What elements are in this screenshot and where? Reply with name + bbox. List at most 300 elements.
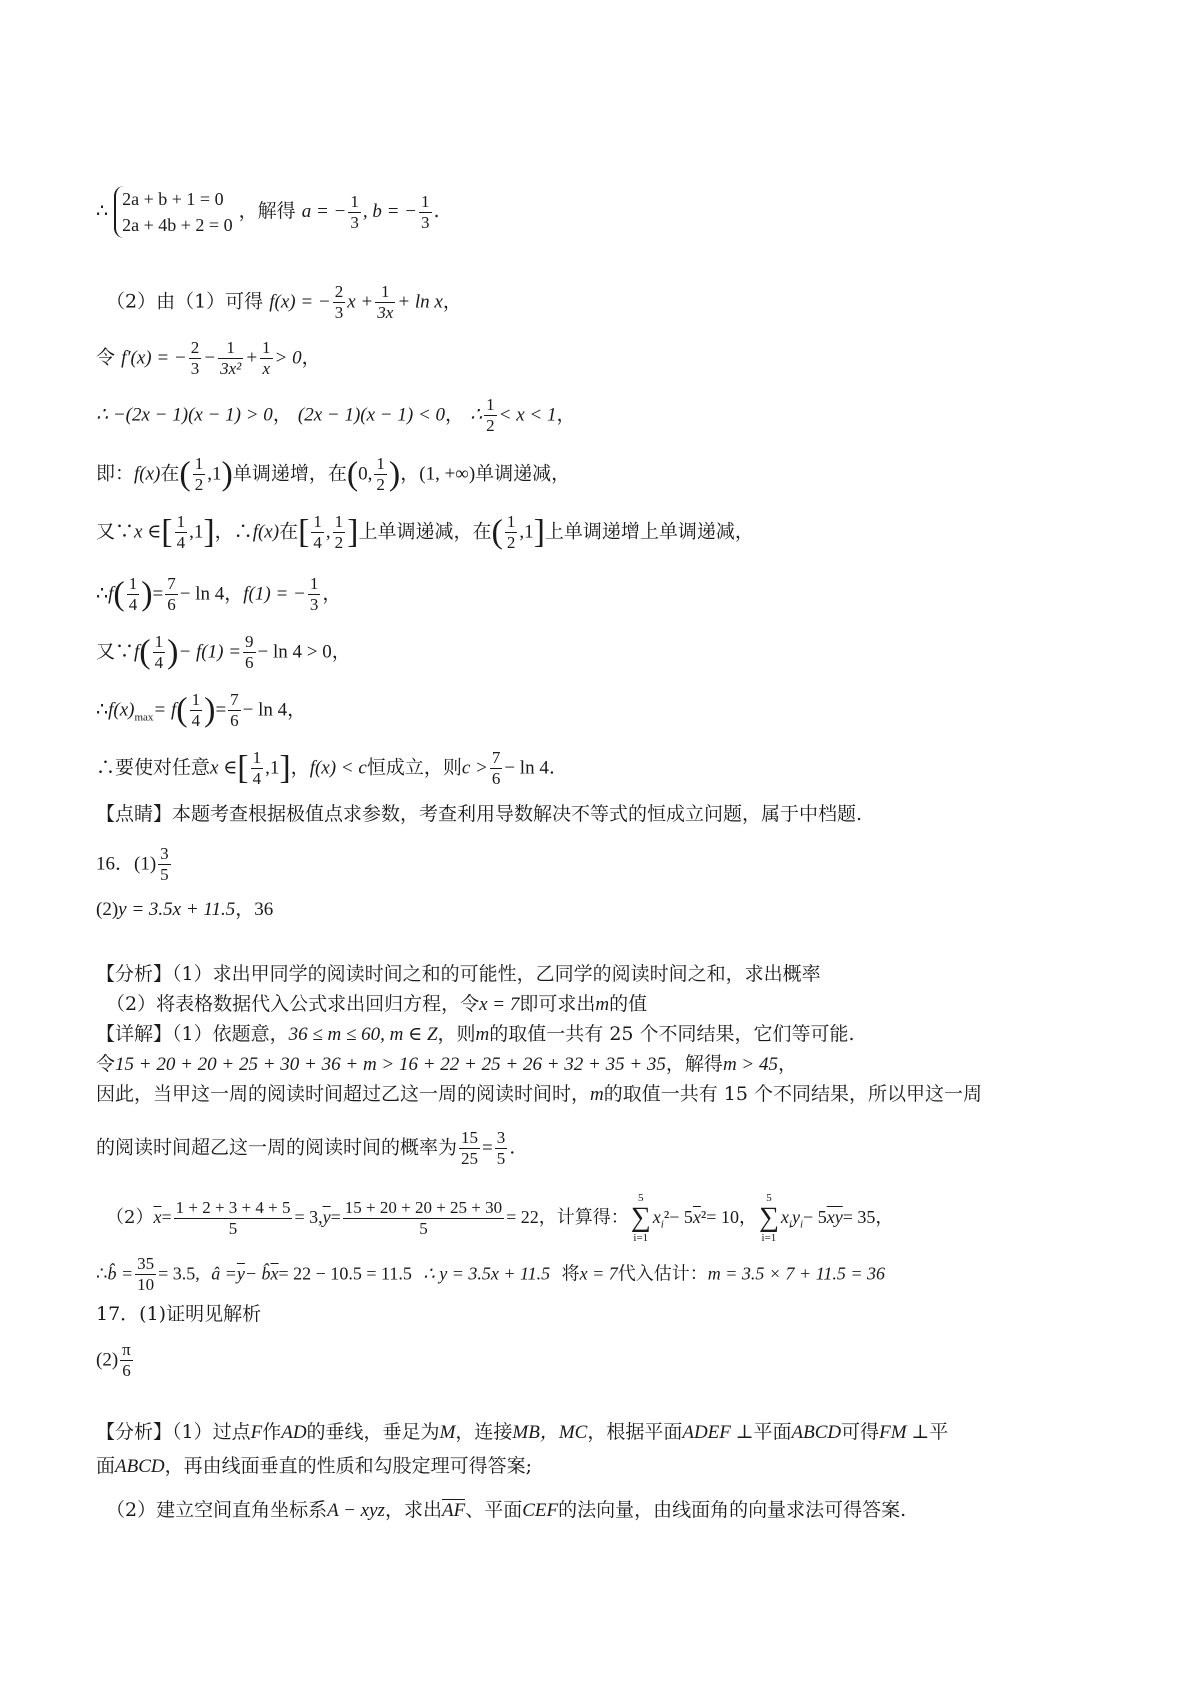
denominator: 3 [334, 303, 344, 322]
text: 在 [160, 462, 180, 485]
answer-17-part2 [96, 1340, 135, 1381]
upper-limit: 5 [638, 1192, 644, 1204]
text: ， [290, 756, 310, 779]
math: $\overline{x}$ [153, 1207, 162, 1227]
numerator: 1 [252, 748, 262, 767]
numerator: 1 [506, 512, 516, 531]
paren: [ [237, 749, 249, 787]
summation-symbol [759, 1192, 779, 1244]
denominator: 6 [245, 653, 254, 672]
fraction [260, 338, 273, 379]
math: + [245, 347, 259, 369]
denominator: 3 [309, 595, 319, 614]
paren: ( [491, 513, 503, 551]
sigma: ∑ [630, 1202, 651, 1233]
detail-line-means [106, 1192, 893, 1244]
numerator: 1 [375, 282, 395, 303]
fraction [484, 395, 497, 436]
math: FM ⊥ [879, 1422, 930, 1443]
denominator: 5 [419, 1218, 428, 1238]
math: = [215, 699, 227, 721]
denominator: 4 [154, 653, 164, 672]
math: = f [153, 699, 177, 721]
solution-line [96, 454, 570, 495]
text: ， [272, 403, 292, 426]
numerator: 2 [334, 282, 344, 301]
denominator: 5 [496, 1149, 506, 1168]
fraction [190, 690, 203, 731]
math: = 3.5, [158, 1263, 200, 1284]
math: = 22 − 10.5 = 11.5 [278, 1263, 412, 1284]
denominator: 6 [230, 711, 239, 730]
text: ，连接 [455, 1421, 513, 1443]
math: â = [211, 1263, 237, 1284]
text: ∴ [96, 582, 109, 605]
math: m [475, 1024, 490, 1045]
text: ， [400, 462, 420, 485]
math: (2x − 1)(x − 1) < 0 [297, 404, 446, 426]
text: 因此，当甲这一周的阅读时间超过乙这一周的阅读时间时， [96, 1083, 591, 1105]
text: ， [442, 290, 462, 313]
fraction [135, 1254, 156, 1295]
text: 面 [96, 1455, 116, 1477]
paren: ( [139, 633, 151, 671]
math: f(x) [252, 521, 280, 543]
math: b̂ = [107, 1263, 134, 1284]
math: ,1 [207, 463, 222, 485]
text: （2）建立空间直角坐标系 [106, 1499, 328, 1521]
math: m [595, 994, 610, 1015]
text: ， [287, 698, 307, 721]
fraction [374, 454, 387, 495]
solution-line [96, 632, 351, 673]
fraction [193, 454, 206, 495]
summation-symbol [631, 1192, 651, 1244]
analysis-line [96, 1418, 948, 1447]
denominator: 3x [377, 303, 394, 322]
denominator: 4 [176, 533, 186, 552]
math: A − xyz [327, 1500, 385, 1521]
math: M [439, 1422, 456, 1443]
denominator: x [262, 359, 271, 378]
subscript: i [788, 1218, 792, 1231]
text: ，36 [235, 899, 274, 920]
denominator: 2 [334, 533, 344, 552]
numerator: 1 [334, 512, 344, 531]
math: $\overline{y}$ [236, 1263, 245, 1284]
math: , b = − [362, 201, 418, 222]
numerator: 3 [160, 844, 169, 863]
text: 16．(1) [96, 853, 157, 875]
text: 令 [96, 346, 116, 369]
lower-limit: i=1 [761, 1232, 777, 1244]
fraction [189, 338, 202, 379]
fraction [375, 282, 395, 323]
analysis-line [96, 1452, 532, 1481]
fraction [251, 748, 264, 789]
math: f [134, 641, 140, 663]
numerator: π [122, 1340, 131, 1359]
math: y [791, 1207, 800, 1227]
numerator: 15 [461, 1128, 479, 1147]
math: CEF [522, 1500, 559, 1521]
math: x ∈ [210, 757, 238, 779]
math: − b̂ [244, 1263, 271, 1284]
subscript: max [134, 711, 154, 724]
text: 恒成立，则 [366, 756, 462, 779]
text: 上单调递减，在 [358, 520, 492, 543]
solution-line [96, 395, 576, 436]
numerator: 1 [218, 338, 243, 359]
text: （2）由（1）可得 [106, 290, 264, 313]
math: ² [663, 1207, 670, 1227]
math: MB，MC [512, 1422, 588, 1443]
text: 又∵ [96, 640, 135, 663]
numerator: 7 [230, 690, 239, 709]
paren: ) [388, 455, 401, 493]
math: ,1 [189, 521, 204, 543]
math: x = 7 [579, 1263, 618, 1284]
math: $\overline{xy}$ [826, 1207, 843, 1227]
text: ，解得 [238, 200, 296, 222]
fraction [153, 632, 166, 673]
numerator: 3 [496, 1128, 506, 1147]
math: < x < 1 [498, 404, 557, 426]
text: 上单调递增上单调递减， [544, 520, 754, 543]
text: ， [556, 403, 576, 426]
detail-line [96, 1128, 515, 1169]
detail-line [96, 1050, 797, 1079]
math: − ln 4 [504, 757, 549, 779]
text: (2) [96, 899, 119, 920]
math: ∴ y = 3.5x + 11.5 [423, 1263, 551, 1284]
math: − ln 4 [242, 699, 288, 721]
text: ，则 [437, 1023, 476, 1045]
fraction [459, 1128, 480, 1169]
text: 平 [929, 1421, 949, 1443]
paren: ] [203, 513, 215, 551]
numerator: 1 [191, 690, 201, 709]
math: = [152, 583, 164, 605]
math: = [482, 1137, 493, 1159]
fraction [120, 1340, 133, 1381]
denominator: 2 [376, 475, 385, 494]
math: − f(1) = [178, 641, 242, 663]
math: x + [347, 291, 374, 313]
fraction [343, 1198, 504, 1239]
paren: ] [347, 513, 359, 551]
math: 15 + 20 + 20 + 25 + 30 + 36 + m > 16 + 22 + 25 + 26 + 32 + 35 + 35 [115, 1054, 666, 1075]
denominator: 2 [486, 416, 495, 435]
sigma: ∑ [758, 1202, 779, 1233]
text: ， [738, 1207, 757, 1228]
denominator: 3 [421, 212, 430, 232]
denominator: 6 [491, 769, 501, 788]
math: = 10 [706, 1207, 739, 1227]
math: ADEF ⊥ [682, 1422, 754, 1443]
text: 作 [262, 1421, 282, 1443]
text: 【分析】（1）求出甲同学的阅读时间之和的可能性，乙同学的阅读时间之和，求出概率 [96, 963, 821, 985]
math: 0, [358, 463, 373, 485]
text: ，根据平面 [587, 1421, 683, 1443]
fraction [228, 690, 241, 731]
text: 令 [96, 1053, 116, 1075]
text: 将 [561, 1263, 580, 1285]
numerator: 1 [350, 191, 359, 211]
denominator: 2 [506, 533, 516, 552]
text: 的阅读时间超乙这一周的阅读时间的概率为 [96, 1136, 458, 1159]
text: (2) [96, 1349, 119, 1371]
math: x [652, 1207, 661, 1227]
numerator: 1 [128, 574, 138, 593]
text: ， [301, 346, 321, 369]
math: ∴ [470, 404, 483, 426]
text: ∴ [96, 200, 109, 222]
math: , [325, 521, 331, 543]
numerator: 7 [167, 574, 176, 593]
text: 单调递增，在 [232, 462, 347, 485]
math: > 0 [274, 347, 302, 369]
denominator: 4 [313, 533, 322, 552]
equation-system [114, 186, 232, 238]
text: 的垂线，垂足为 [306, 1421, 440, 1443]
math: f(x) [108, 699, 135, 721]
denominator: 2 [194, 475, 204, 494]
solution-line [96, 748, 555, 789]
math: $\overline{x}$ [270, 1263, 279, 1284]
answer-16-part1 [96, 844, 173, 885]
subscript: i [660, 1218, 664, 1231]
math: 36 ≤ m ≤ 60, m ∈ Z [288, 1024, 438, 1045]
text: 的取值一共有 25 个不同结果，它们等可能. [489, 1023, 855, 1045]
math: + ln x [397, 291, 443, 313]
math: x [780, 1207, 789, 1227]
fraction [495, 1128, 508, 1169]
fraction [127, 574, 140, 615]
text: ，计算得： [538, 1207, 629, 1228]
text: 17．(1)证明见解析 [96, 1303, 262, 1325]
math: = [330, 1207, 341, 1227]
math: $\overline{x}$ [692, 1207, 701, 1227]
paren: ) [167, 633, 179, 671]
math: f′(x) = − [121, 347, 187, 369]
text: ， [875, 1207, 894, 1228]
math: − 5 [669, 1207, 693, 1227]
fraction [505, 512, 518, 553]
text: 单调递减， [475, 462, 571, 485]
math: m > 45 [722, 1054, 778, 1075]
analysis-line [106, 990, 647, 1019]
math: $\overline{y}$ [322, 1207, 331, 1227]
math: = 3, [294, 1207, 323, 1227]
math: ,1 [265, 757, 280, 779]
denominator: 3 [350, 212, 359, 232]
fraction [333, 282, 346, 323]
paren: ] [533, 513, 545, 551]
fraction [419, 192, 432, 233]
denominator: 3 [190, 359, 200, 378]
text: ， [777, 1053, 797, 1075]
solution-line [96, 338, 321, 379]
text: 的法向量，由线面角的向量求法可得答案. [558, 1499, 907, 1521]
math: − ln 4 > 0 [257, 641, 332, 663]
fraction [333, 512, 346, 553]
fraction [175, 512, 188, 553]
denominator: 4 [128, 595, 138, 614]
paren: ] [279, 749, 291, 787]
fraction [348, 192, 361, 233]
paren: ( [179, 455, 191, 493]
math: f [108, 583, 114, 605]
numerator: 1 [262, 338, 271, 357]
math: = [161, 1207, 172, 1227]
detail-line [96, 1020, 855, 1049]
math: f(x) < c [309, 757, 367, 779]
text: . [509, 1136, 516, 1159]
text: 、平面 [465, 1499, 523, 1521]
numerator: 7 [491, 748, 501, 767]
remark-line [96, 800, 862, 828]
fraction [490, 748, 503, 789]
paren: ( [346, 455, 359, 493]
math: f(1) = − [243, 583, 306, 605]
math: f(x) [134, 463, 161, 485]
math: F [250, 1422, 263, 1443]
numerator: 1 [486, 395, 495, 414]
numerator: 1 + 2 + 3 + 4 + 5 [175, 1197, 291, 1217]
numerator: 1 [154, 632, 164, 651]
paren: [ [298, 513, 310, 551]
text: （2）将表格数据代入公式求出回归方程，令 [106, 993, 480, 1015]
text: ，求出 [384, 1499, 442, 1521]
text: 【分析】（1）过点 [96, 1421, 251, 1443]
solution-line [106, 282, 462, 323]
subscript: i [799, 1218, 804, 1231]
paren: ( [176, 691, 188, 729]
math: m [590, 1084, 604, 1105]
answer-16-part2 [96, 895, 273, 924]
math: (1, +∞) [419, 463, 476, 485]
math: x = 7 [479, 994, 520, 1015]
numerator: 15 + 20 + 20 + 25 + 30 [344, 1197, 503, 1217]
equation: 2a + 4b + 2 = 0 [122, 215, 233, 235]
numerator: 1 [421, 191, 430, 211]
math: f(x) = − [269, 291, 331, 313]
text: 在 [279, 520, 299, 543]
numerator: 1 [176, 512, 186, 531]
text: 【点睛】本题考查根据极值点求参数，考查利用导数解决不等式的恒成立问题，属于中档题. [96, 803, 863, 825]
text: ， [445, 403, 465, 426]
text: （2） [106, 1207, 154, 1228]
math: ABCD [115, 1456, 165, 1477]
denominator: 3x² [220, 359, 242, 378]
text: 平面 [753, 1421, 792, 1443]
math: ² [700, 1207, 707, 1227]
text: 代入估计： [617, 1263, 708, 1285]
text: ， [322, 582, 342, 605]
paren: [ [161, 513, 173, 551]
text: ∴ [96, 1263, 108, 1285]
text: . [548, 756, 555, 779]
math: − 5 [803, 1207, 827, 1227]
text: 【详解】（1）依题意， [96, 1023, 289, 1045]
solution-line [96, 512, 754, 553]
text: . [433, 200, 440, 222]
numerator: 2 [190, 338, 200, 357]
fraction [165, 574, 178, 615]
denominator: 25 [461, 1149, 479, 1168]
fraction [158, 844, 171, 885]
math: y = 3.5x + 11.5 [118, 899, 236, 920]
text: ， [224, 582, 244, 605]
equation: 2a + b + 1 = 0 [122, 189, 224, 209]
text: 即： [96, 462, 135, 485]
denominator: 4 [252, 769, 262, 788]
numerator: 1 [309, 574, 319, 593]
denominator: 6 [167, 595, 176, 614]
text: 的值 [609, 993, 648, 1015]
answer-17-part1 [96, 1300, 261, 1328]
solution-line [96, 574, 341, 615]
detail-line [96, 1080, 982, 1109]
text: ∴要使对任意 [96, 756, 211, 779]
paren: ) [141, 575, 153, 613]
math: ∴ −(2x − 1)(x − 1) > 0 [96, 404, 273, 426]
text: ，∴ [214, 520, 253, 543]
analysis-line [106, 1496, 906, 1525]
solution-line-system [96, 186, 440, 238]
denominator: 5 [228, 1218, 238, 1238]
denominator: 10 [137, 1275, 155, 1294]
fraction [243, 632, 256, 673]
denominator: 4 [191, 711, 201, 730]
math: AD [281, 1422, 307, 1443]
text: 即可求出 [519, 993, 596, 1015]
numerator: 1 [376, 454, 385, 473]
text: 的取值一共有 15 个不同结果，所以甲这一周 [603, 1083, 983, 1105]
math: = 22 [506, 1207, 539, 1227]
denominator: 6 [122, 1361, 131, 1380]
math: − [203, 347, 217, 369]
upper-limit: 5 [766, 1192, 772, 1204]
numerator: 1 [313, 512, 322, 531]
math: ,1 [519, 521, 534, 543]
detail-line-regression [96, 1254, 885, 1295]
fraction [174, 1198, 293, 1239]
text: ∴ [96, 698, 109, 721]
math: a = − [301, 201, 347, 222]
numerator: 35 [137, 1254, 155, 1273]
math: ABCD [791, 1422, 842, 1443]
fraction [218, 338, 243, 379]
text: 可得 [841, 1421, 880, 1443]
paren: ( [113, 575, 125, 613]
paren: ) [204, 691, 216, 729]
denominator: 5 [160, 865, 169, 884]
fraction [311, 512, 324, 553]
math: = 35 [842, 1207, 876, 1227]
math: m = 3.5 × 7 + 11.5 = 36 [707, 1263, 886, 1284]
vector-af: AF [441, 1500, 466, 1521]
text: 又∵ [96, 520, 135, 543]
math: x ∈ [134, 521, 162, 543]
solution-line [96, 690, 306, 731]
math: − ln 4 [179, 583, 225, 605]
text: ，解得 [665, 1053, 723, 1075]
analysis-line [96, 960, 821, 988]
text: ， [331, 640, 351, 663]
fraction [308, 574, 321, 615]
